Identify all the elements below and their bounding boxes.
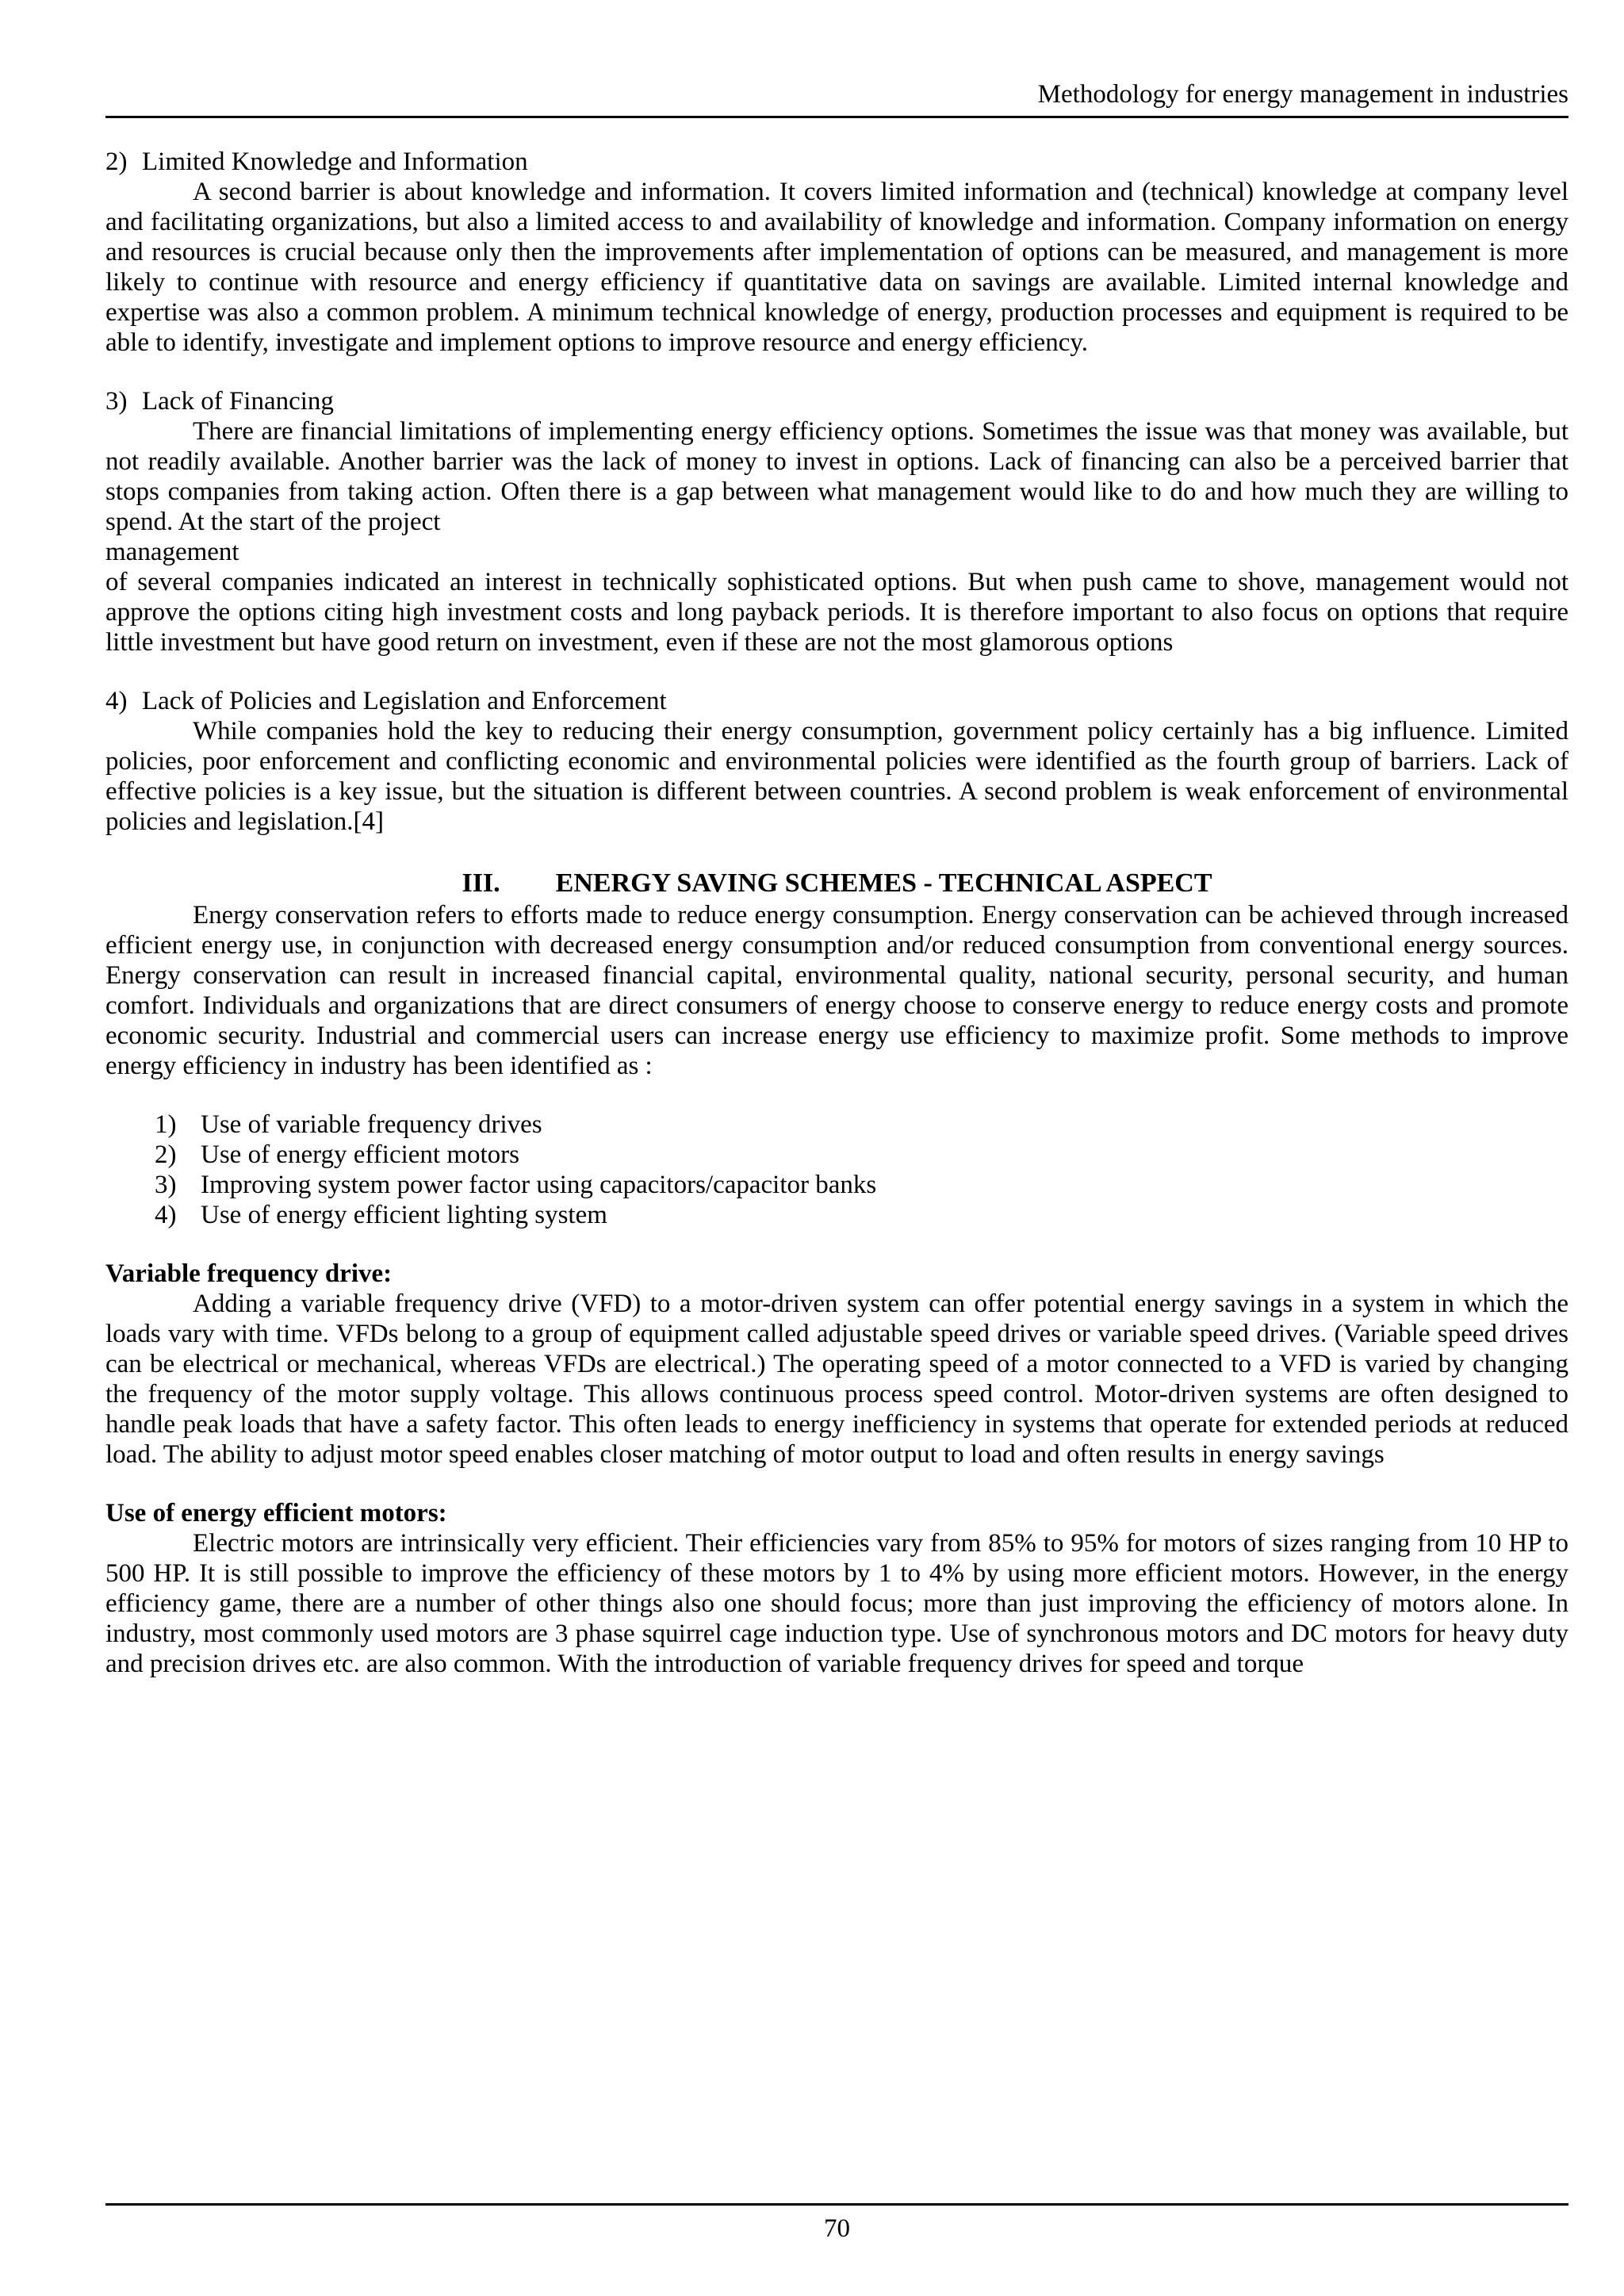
subsection-heading: Use of energy efficient motors: — [105, 1499, 447, 1527]
section-heading — [105, 147, 1568, 177]
subsection-variable-frequency-drive — [105, 1259, 1568, 1470]
header-rule — [105, 116, 1568, 118]
list-item — [155, 1110, 1568, 1140]
section-number: 4) — [105, 687, 128, 715]
paragraph: Energy conservation refers to efforts made to reduce energy consumption. Energy conservation can be achieved through increased efficient energy use, in conjunction with decreased energy consumption and/or reduced consumption from conventional energy sources. Energy conservation can result in increased financial capital, environmental quality, national security, personal security, and human comfort. Individuals and organizations that are direct consumers of energy choose to conserve energy to reduce energy costs and promote economic security. Industrial and commercial users can increase energy use efficiency to maximize profit. Some methods to improve energy efficiency in industry has been identified as : — [105, 901, 1568, 1080]
list-item-number: 1) — [155, 1110, 177, 1139]
running-header-title: Methodology for energy management in industries — [1037, 80, 1568, 109]
paragraph: Adding a variable frequency drive (VFD) to a motor-driven system can offer potential energy savings in a system in which the loads vary with time. VFDs belong to a group of equipment called adjustable speed drives or variable speed drives. (Variable speed drives can be electrical or mechanical, whereas VFDs are electrical.) The operating speed of a motor connected to a VFD is varied by changing the frequency of the motor supply voltage. This allows continuous process speed control. Motor-driven systems are often designed to handle peak loads that have a safety factor. This often leads to energy inefficiency in systems that operate for extended periods at reduced load. The ability to adjust motor speed enables closer matching of motor output to load and often results in energy savings — [105, 1290, 1568, 1469]
subsection-heading: Variable frequency drive: — [105, 1259, 393, 1288]
section-number: 3) — [105, 387, 128, 416]
section-heading — [105, 686, 1568, 716]
section-limited-knowledge — [105, 147, 1568, 358]
list-item-number: 2) — [155, 1140, 177, 1169]
section-number: 2) — [105, 148, 128, 176]
paragraph: There are financial limitations of implementing energy efficiency options. Sometimes the issue was that money was available, but not readily available. Another barrier was the lack of money to invest in options. Lack of financing can also be a perceived barrier that stops companies from taking action. Often there is a gap between what management would like to do and how much they are willing to spend. At the start of the project — [105, 417, 1568, 536]
list-item-text: Improving system power factor using capacitors/capacitor banks — [201, 1171, 877, 1199]
paragraph: Electric motors are intrinsically very efficient. Their efficiencies vary from 85% to 95% for motors of sizes ranging from 10 HP to 500 HP. It is still possible to improve the efficiency of these motors by 1 to 4% by using more efficient motors. However, in the energy efficiency game, there are a number of other things also one should focus; more than just improving the efficiency of motors alone. In industry, most commonly used motors are 3 phase squirrel cage induction type. Use of synchronous motors and DC motors for heavy duty and precision drives etc. are also common. With the introduction of variable frequency drives for speed and torque — [105, 1529, 1568, 1678]
section-heading — [105, 386, 1568, 416]
section-energy-saving-schemes — [105, 868, 1568, 1081]
list-item-number: 4) — [155, 1201, 177, 1229]
list-item — [155, 1200, 1568, 1230]
methods-list — [155, 1110, 1568, 1230]
section-lack-of-financing — [105, 386, 1568, 657]
section-title: Lack of Financing — [142, 387, 334, 416]
section-roman-numeral: III. — [462, 868, 500, 898]
paragraph-continuation-word: management — [105, 538, 239, 566]
section-title: Lack of Policies and Legislation and Enforcement — [142, 687, 667, 715]
list-item-text: Use of energy efficient motors — [201, 1140, 519, 1169]
document-body — [105, 147, 1568, 1679]
page-header — [105, 79, 1568, 118]
section-iii-title: ENERGY SAVING SCHEMES - TECHNICAL ASPECT — [555, 868, 1212, 898]
page-number: 70 — [824, 2214, 850, 2243]
list-item — [155, 1140, 1568, 1170]
list-item-number: 3) — [155, 1171, 177, 1199]
section-title: Limited Knowledge and Information — [142, 148, 528, 176]
list-item — [155, 1170, 1568, 1200]
list-item-text: Use of energy efficient lighting system — [201, 1201, 607, 1229]
subsection-energy-efficient-motors — [105, 1498, 1568, 1679]
paragraph: A second barrier is about knowledge and information. It covers limited information and (technical) knowledge at company level and facilitating organizations, but also a limited access to and availability of knowledge and information. Company information on energy and resources is crucial because only then the improvements after implementation of options can be measured, and management is more likely to continue with resource and energy efficiency if quantitative data on savings are available. Limited internal knowledge and expertise was also a common problem. A minimum technical knowledge of energy, production processes and equipment is required to be able to identify, investigate and implement options to improve resource and energy efficiency. — [105, 178, 1568, 357]
paragraph: of several companies indicated an interest in technically sophisticated options. But when push came to shove, management would not approve the options citing high investment costs and long payback periods. It is therefore important to also focus on options that require little investment but have good return on investment, even if these are not the most glamorous options — [105, 568, 1568, 657]
section-iii-heading — [105, 868, 1568, 899]
page-footer — [105, 2203, 1568, 2244]
section-lack-of-policies — [105, 686, 1568, 837]
list-item-text: Use of variable frequency drives — [201, 1110, 542, 1139]
paragraph: While companies hold the key to reducing their energy consumption, government policy certainly has a big influence. Limited policies, poor enforcement and conflicting economic and environmental policies were identified as the fourth group of barriers. Lack of effective policies is a key issue, but the situation is different between countries. A second problem is weak enforcement of environmental policies and legislation.[4] — [105, 717, 1568, 836]
